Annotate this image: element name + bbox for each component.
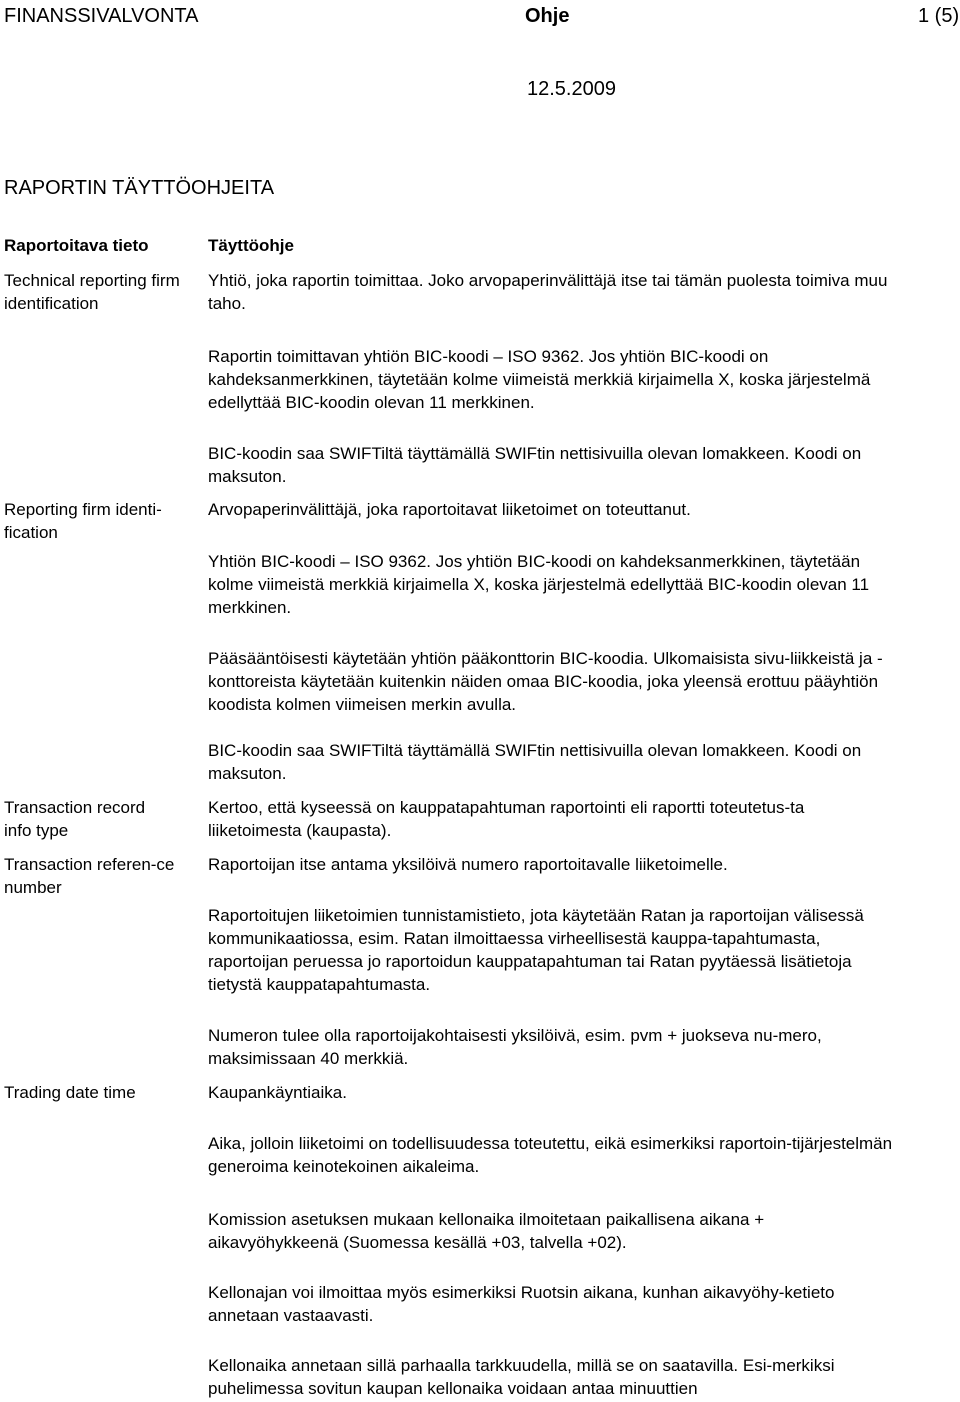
instruction-paragraph: Yhtiön BIC-koodi – ISO 9362. Jos yhtiön BIC-koodi on kahdeksanmerkkinen, täytetään kolme viimeistä merkkiä kirjaimella X, koska järjestelmä edellyttää BIC-koodin olevan 11 merkkinen. [208, 552, 870, 617]
instruction-paragraph: Komission asetuksen mukaan kellonaika ilmoitetaan paikallisena aikana + aikavyöhykkeenä (Suomessa kesällä +03, talvella +02). [208, 1210, 765, 1252]
instruction-paragraph: Numeron tulee olla raportoijakohtaisesti yksilöivä, esim. pvm + juokseva nu-mero, maksimissaan 40 merkkiä. [208, 1026, 822, 1068]
instruction-paragraph: Raportoijan itse antama yksilöivä numero raportoitavalle liiketoimelle. [208, 855, 728, 874]
column-header-instruction: Täyttöohje [208, 236, 294, 255]
instruction-paragraph: Kaupankäyntiaika. [208, 1083, 347, 1102]
field-transaction-record-info-type: Transaction record info type [4, 798, 146, 840]
field-trading-date-time: Trading date time [4, 1083, 136, 1102]
field-transaction-reference-number: Transaction referen-ce number [4, 855, 175, 897]
organization-name: FINANSSIVALVONTA [4, 5, 199, 27]
instruction-paragraph: Raportin toimittavan yhtiön BIC-koodi – ISO 9362. Jos yhtiön BIC-koodi on kahdeksanmerkkinen, täytetään kolme viimeistä merkkiä kirjaimella X, koska järjestelmä edellyttää BIC-koodin olevan 11 merkkinen. [208, 347, 871, 412]
instruction-paragraph: Arvopaperinvälittäjä, joka raportoitavat liiketoimet on toteuttanut. [208, 500, 691, 519]
page-title: RAPORTIN TÄYTTÖOHJEITA [4, 177, 275, 199]
field-reporting-firm: Reporting firm identi-fication [4, 500, 162, 542]
instruction-paragraph: Kertoo, että kyseessä on kauppatapahtuman raportointi eli raportti toteutetus-ta liiketoimesta (kaupasta). [208, 798, 805, 840]
document-type: Ohje [525, 5, 570, 27]
column-header-field: Raportoitava tieto [4, 236, 149, 255]
instruction-paragraph: Aika, jolloin liiketoimi on todellisuudessa toteutettu, eikä esimerkiksi raportoin-tijärjestelmän generoima keinotekoinen aikaleima. [208, 1134, 893, 1176]
instruction-paragraph: Pääsääntöisesti käytetään yhtiön pääkonttorin BIC-koodia. Ulkomaisista sivu-liikkeistä ja -konttoreista käytetään kuitenkin näiden omaa BIC-koodia, joka yleensä erottuu pääyhtiön koodista kolmen viimeisen merkin avulla. [208, 649, 883, 714]
instruction-paragraph: Kellonajan voi ilmoittaa myös esimerkiksi Ruotsin aikana, kunhan aikavyöhy-ketieto annetaan vastaavasti. [208, 1283, 835, 1325]
instruction-paragraph: Kellonaika annetaan sillä parhaalla tarkkuudella, millä se on saatavilla. Esi-merkiksi puhelimessa sovitun kaupan kellonaika voidaan antaa minuuttien [208, 1356, 835, 1398]
page-number: 1 (5) [918, 5, 960, 27]
instruction-paragraph: BIC-koodin saa SWIFTiltä täyttämällä SWIFtin nettisivuilla olevan lomakkeen. Koodi on maksuton. [208, 444, 862, 486]
document-date: 12.5.2009 [527, 78, 616, 100]
instruction-paragraph: Raportoitujen liiketoimien tunnistamistieto, jota käytetään Ratan ja raportoijan välisessä kommunikaatiossa, esim. Ratan ilmoittaessa virheellisestä kauppa-tapahtumasta, raportoijan peruessa jo raportoidun kauppatapahtuman tai Ratan pyytäessä lisätietoja tietystä kauppatapahtumasta. [208, 906, 864, 994]
field-technical-reporting-firm: Technical reporting firm identification [4, 271, 180, 313]
instruction-paragraph: Yhtiö, joka raportin toimittaa. Joko arvopaperinvälittäjä itse tai tämän puolesta toimiva muu taho. [208, 271, 888, 313]
instruction-paragraph: BIC-koodin saa SWIFTiltä täyttämällä SWIFtin nettisivuilla olevan lomakkeen. Koodi on maksuton. [208, 741, 862, 783]
